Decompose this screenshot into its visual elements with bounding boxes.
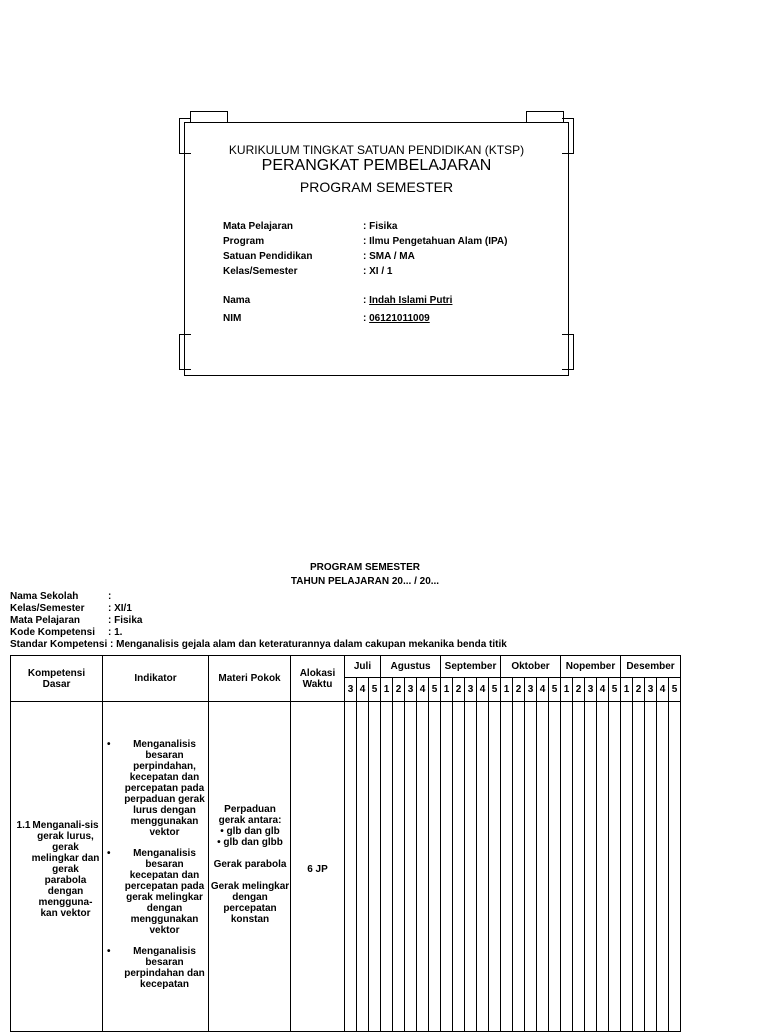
week-cell: 4 bbox=[597, 678, 609, 702]
week-cell-empty bbox=[489, 702, 501, 1032]
week-cell-empty bbox=[621, 702, 633, 1032]
week-cell: 2 bbox=[573, 678, 585, 702]
week-cell: 5 bbox=[609, 678, 621, 702]
meta-kelas-semester: Kelas/Semester : XI/1 bbox=[10, 603, 132, 614]
week-cell: 5 bbox=[669, 678, 681, 702]
week-cell: 3 bbox=[645, 678, 657, 702]
week-cell: 3 bbox=[405, 678, 417, 702]
week-cell-empty bbox=[357, 702, 369, 1032]
materi-line: Gerak melingkar dengan percepatan konstan bbox=[210, 880, 290, 925]
cell-materi-pokok bbox=[209, 702, 291, 1032]
cover-nama-value: Indah Islami Putri bbox=[369, 295, 453, 306]
week-cell-empty bbox=[669, 702, 681, 1032]
week-cell: 3 bbox=[465, 678, 477, 702]
indikator-item: • Menganalisis besaran kecepatan dan percepatan pada gerak melingkar dengan menggunakan vektor bbox=[121, 848, 208, 936]
kd-number: 1.1 bbox=[16, 820, 31, 831]
week-cell: 2 bbox=[393, 678, 405, 702]
week-cell-empty bbox=[525, 702, 537, 1032]
kd-text: Menganali-sis gerak lurus, gerak melingkar dan gerak parabola dengan mengguna-kan vektor bbox=[31, 820, 100, 919]
header-month-juli: Juli bbox=[345, 656, 381, 678]
header-month-oktober: Oktober bbox=[501, 656, 561, 678]
week-cell: 1 bbox=[621, 678, 633, 702]
header-month-desember: Desember bbox=[621, 656, 681, 678]
week-cell: 2 bbox=[453, 678, 465, 702]
week-cell-empty bbox=[429, 702, 441, 1032]
week-cell-empty bbox=[417, 702, 429, 1032]
week-cell: 4 bbox=[537, 678, 549, 702]
header-month-agustus: Agustus bbox=[381, 656, 441, 678]
header-alokasi-waktu: Alokasi Waktu bbox=[291, 656, 345, 702]
cover-field-kelas-semester: Kelas/Semester : XI / 1 bbox=[223, 266, 393, 277]
table-row bbox=[11, 702, 681, 1032]
week-cell: 4 bbox=[657, 678, 669, 702]
header-month-nopember: Nopember bbox=[561, 656, 621, 678]
program-title: PROGRAM SEMESTER bbox=[309, 562, 420, 573]
materi-line: Gerak parabola bbox=[213, 858, 287, 870]
week-cell: 1 bbox=[381, 678, 393, 702]
week-cell: 2 bbox=[513, 678, 525, 702]
cover-field-nim: NIM : 06121011009 bbox=[223, 313, 430, 324]
week-cell-empty bbox=[561, 702, 573, 1032]
week-cell: 5 bbox=[369, 678, 381, 702]
week-cell-empty bbox=[501, 702, 513, 1032]
materi-line: Perpaduan gerak antara: bbox=[218, 803, 282, 826]
cover-field-nama: Nama : Indah Islami Putri bbox=[223, 295, 453, 306]
week-cell: 5 bbox=[489, 678, 501, 702]
cover-field-satuan-pendidikan: Satuan Pendidikan : SMA / MA bbox=[223, 251, 415, 262]
week-cell: 4 bbox=[477, 678, 489, 702]
week-cell-empty bbox=[597, 702, 609, 1032]
cover-nim-value: 06121011009 bbox=[369, 313, 430, 324]
week-cell-empty bbox=[369, 702, 381, 1032]
week-cell-empty bbox=[345, 702, 357, 1032]
week-cell-empty bbox=[477, 702, 489, 1032]
week-cell-empty bbox=[465, 702, 477, 1032]
week-cell-empty bbox=[453, 702, 465, 1032]
week-cell-empty bbox=[657, 702, 669, 1032]
week-cell-empty bbox=[573, 702, 585, 1032]
week-cell-empty bbox=[645, 702, 657, 1032]
week-cell: 3 bbox=[345, 678, 357, 702]
meta-mata-pelajaran: Mata Pelajaran : Fisika bbox=[10, 615, 143, 626]
week-cell: 3 bbox=[585, 678, 597, 702]
cover-field-mata-pelajaran: Mata Pelajaran : Fisika bbox=[223, 221, 398, 232]
header-month-september: September bbox=[441, 656, 501, 678]
header-kompetensi-dasar: Kompetensi Dasar bbox=[11, 656, 103, 702]
program-semester-table bbox=[10, 655, 681, 1032]
program-year: TAHUN PELAJARAN 20... / 20... bbox=[290, 576, 440, 587]
cover-box bbox=[184, 122, 569, 376]
cover-subtitle: PROGRAM SEMESTER bbox=[299, 179, 454, 195]
cell-kompetensi-dasar bbox=[11, 702, 103, 1032]
week-cell-empty bbox=[441, 702, 453, 1032]
week-cell: 1 bbox=[501, 678, 513, 702]
week-cell-empty bbox=[381, 702, 393, 1032]
week-cell: 3 bbox=[525, 678, 537, 702]
week-cell: 1 bbox=[441, 678, 453, 702]
week-cell-empty bbox=[513, 702, 525, 1032]
week-cell-empty bbox=[633, 702, 645, 1032]
meta-nama-sekolah: Nama Sekolah : bbox=[10, 591, 112, 602]
week-cell: 4 bbox=[417, 678, 429, 702]
week-cell: 5 bbox=[429, 678, 441, 702]
week-cell: 2 bbox=[633, 678, 645, 702]
materi-line: • glb dan glb bbox=[220, 825, 280, 837]
cover-main-title: PERANGKAT PEMBELAJARAN bbox=[261, 157, 492, 174]
week-cell-empty bbox=[609, 702, 621, 1032]
meta-standar-kompetensi: Standar Kompetensi : Menganalisis gejala alam dan keteraturannya dalam cakupan mekanika benda titik bbox=[10, 639, 507, 650]
indikator-item: • Menganalisis besaran perpindahan dan kecepatan bbox=[121, 946, 208, 990]
cell-alokasi-waktu: 6 JP bbox=[291, 702, 345, 1032]
header-materi-pokok: Materi Pokok bbox=[209, 656, 291, 702]
week-cell-empty bbox=[405, 702, 417, 1032]
week-cell: 1 bbox=[561, 678, 573, 702]
week-cell: 5 bbox=[549, 678, 561, 702]
header-indikator: Indikator bbox=[103, 656, 209, 702]
meta-kode-kompetensi: Kode Kompetensi : 1. bbox=[10, 627, 123, 638]
week-cell-empty bbox=[585, 702, 597, 1032]
cover-field-program: Program : Ilmu Pengetahuan Alam (IPA) bbox=[223, 236, 508, 247]
indikator-item: • Menganalisis besaran perpindahan, kecepatan dan percepatan pada perpaduan gerak lurus dengan menggunakan vektor bbox=[121, 739, 208, 838]
week-cell: 4 bbox=[357, 678, 369, 702]
cell-indikator bbox=[103, 702, 209, 1032]
week-cell-empty bbox=[537, 702, 549, 1032]
cover-curriculum-title: KURIKULUM TINGKAT SATUAN PENDIDIKAN (KTSP) bbox=[228, 143, 525, 157]
week-cell-empty bbox=[549, 702, 561, 1032]
week-cell-empty bbox=[393, 702, 405, 1032]
materi-line: • glb dan glbb bbox=[217, 836, 283, 848]
